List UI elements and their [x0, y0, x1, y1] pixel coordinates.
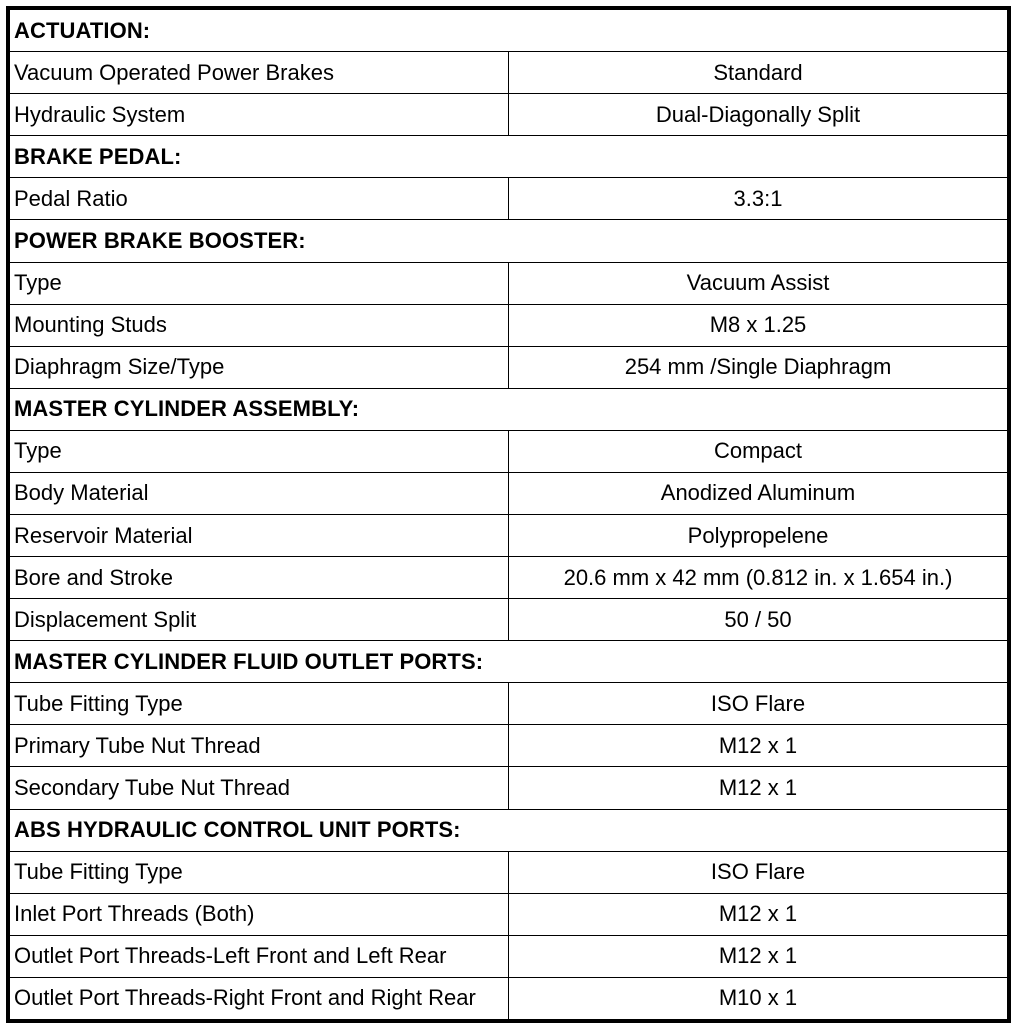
spec-label: Primary Tube Nut Thread	[8, 725, 509, 767]
spec-value: 20.6 mm x 42 mm (0.812 in. x 1.654 in.)	[509, 557, 1010, 599]
table-row	[8, 893, 1009, 935]
section-header-row	[8, 388, 1009, 430]
section-title: ACTUATION:	[8, 8, 1009, 52]
spec-value: 3.3:1	[509, 178, 1010, 220]
table-row	[8, 767, 1009, 809]
spec-value: Dual-Diagonally Split	[509, 94, 1010, 136]
section-header-row	[8, 8, 1009, 52]
spec-value: ISO Flare	[509, 851, 1010, 893]
spec-value: M8 x 1.25	[509, 304, 1010, 346]
table-row	[8, 935, 1009, 977]
section-header-row	[8, 136, 1009, 178]
table-row	[8, 304, 1009, 346]
table-body	[8, 8, 1009, 1021]
spec-label: Secondary Tube Nut Thread	[8, 767, 509, 809]
table-row	[8, 599, 1009, 641]
section-title: ABS HYDRAULIC CONTROL UNIT PORTS:	[8, 809, 1009, 851]
section-header-row	[8, 641, 1009, 683]
section-title: BRAKE PEDAL:	[8, 136, 1009, 178]
section-header-row	[8, 809, 1009, 851]
table-row	[8, 725, 1009, 767]
spec-label: Vacuum Operated Power Brakes	[8, 52, 509, 94]
spec-value: M12 x 1	[509, 767, 1010, 809]
spec-label: Body Material	[8, 472, 509, 514]
spec-label: Reservoir Material	[8, 514, 509, 556]
spec-label: Bore and Stroke	[8, 557, 509, 599]
section-header-row	[8, 220, 1009, 262]
spec-value: M12 x 1	[509, 935, 1010, 977]
spec-label: Diaphragm Size/Type	[8, 346, 509, 388]
table-row	[8, 94, 1009, 136]
spec-label: Outlet Port Threads-Right Front and Right Rear	[8, 977, 509, 1021]
section-title: POWER BRAKE BOOSTER:	[8, 220, 1009, 262]
table-row	[8, 52, 1009, 94]
spec-value: M12 x 1	[509, 725, 1010, 767]
spec-label: Mounting Studs	[8, 304, 509, 346]
spec-label: Hydraulic System	[8, 94, 509, 136]
table-row	[8, 977, 1009, 1021]
spec-label: Tube Fitting Type	[8, 851, 509, 893]
spec-value: Standard	[509, 52, 1010, 94]
table-row	[8, 514, 1009, 556]
brake-specifications-table	[6, 6, 1011, 1023]
table-row	[8, 557, 1009, 599]
spec-label: Outlet Port Threads-Left Front and Left Rear	[8, 935, 509, 977]
spec-value: Anodized Aluminum	[509, 472, 1010, 514]
table-row	[8, 430, 1009, 472]
spec-value: M12 x 1	[509, 893, 1010, 935]
table-row	[8, 472, 1009, 514]
spec-value: M10 x 1	[509, 977, 1010, 1021]
table-row	[8, 262, 1009, 304]
spec-value: Compact	[509, 430, 1010, 472]
spec-value: 254 mm /Single Diaphragm	[509, 346, 1010, 388]
spec-label: Displacement Split	[8, 599, 509, 641]
spec-label: Type	[8, 430, 509, 472]
spec-value: ISO Flare	[509, 683, 1010, 725]
spec-label: Pedal Ratio	[8, 178, 509, 220]
spec-label: Tube Fitting Type	[8, 683, 509, 725]
table-row	[8, 851, 1009, 893]
spec-value: 50 / 50	[509, 599, 1010, 641]
table-row	[8, 346, 1009, 388]
spec-value: Vacuum Assist	[509, 262, 1010, 304]
table-row	[8, 178, 1009, 220]
table-row	[8, 683, 1009, 725]
spec-label: Inlet Port Threads (Both)	[8, 893, 509, 935]
spec-value: Polypropelene	[509, 514, 1010, 556]
section-title: MASTER CYLINDER FLUID OUTLET PORTS:	[8, 641, 1009, 683]
spec-label: Type	[8, 262, 509, 304]
section-title: MASTER CYLINDER ASSEMBLY:	[8, 388, 1009, 430]
